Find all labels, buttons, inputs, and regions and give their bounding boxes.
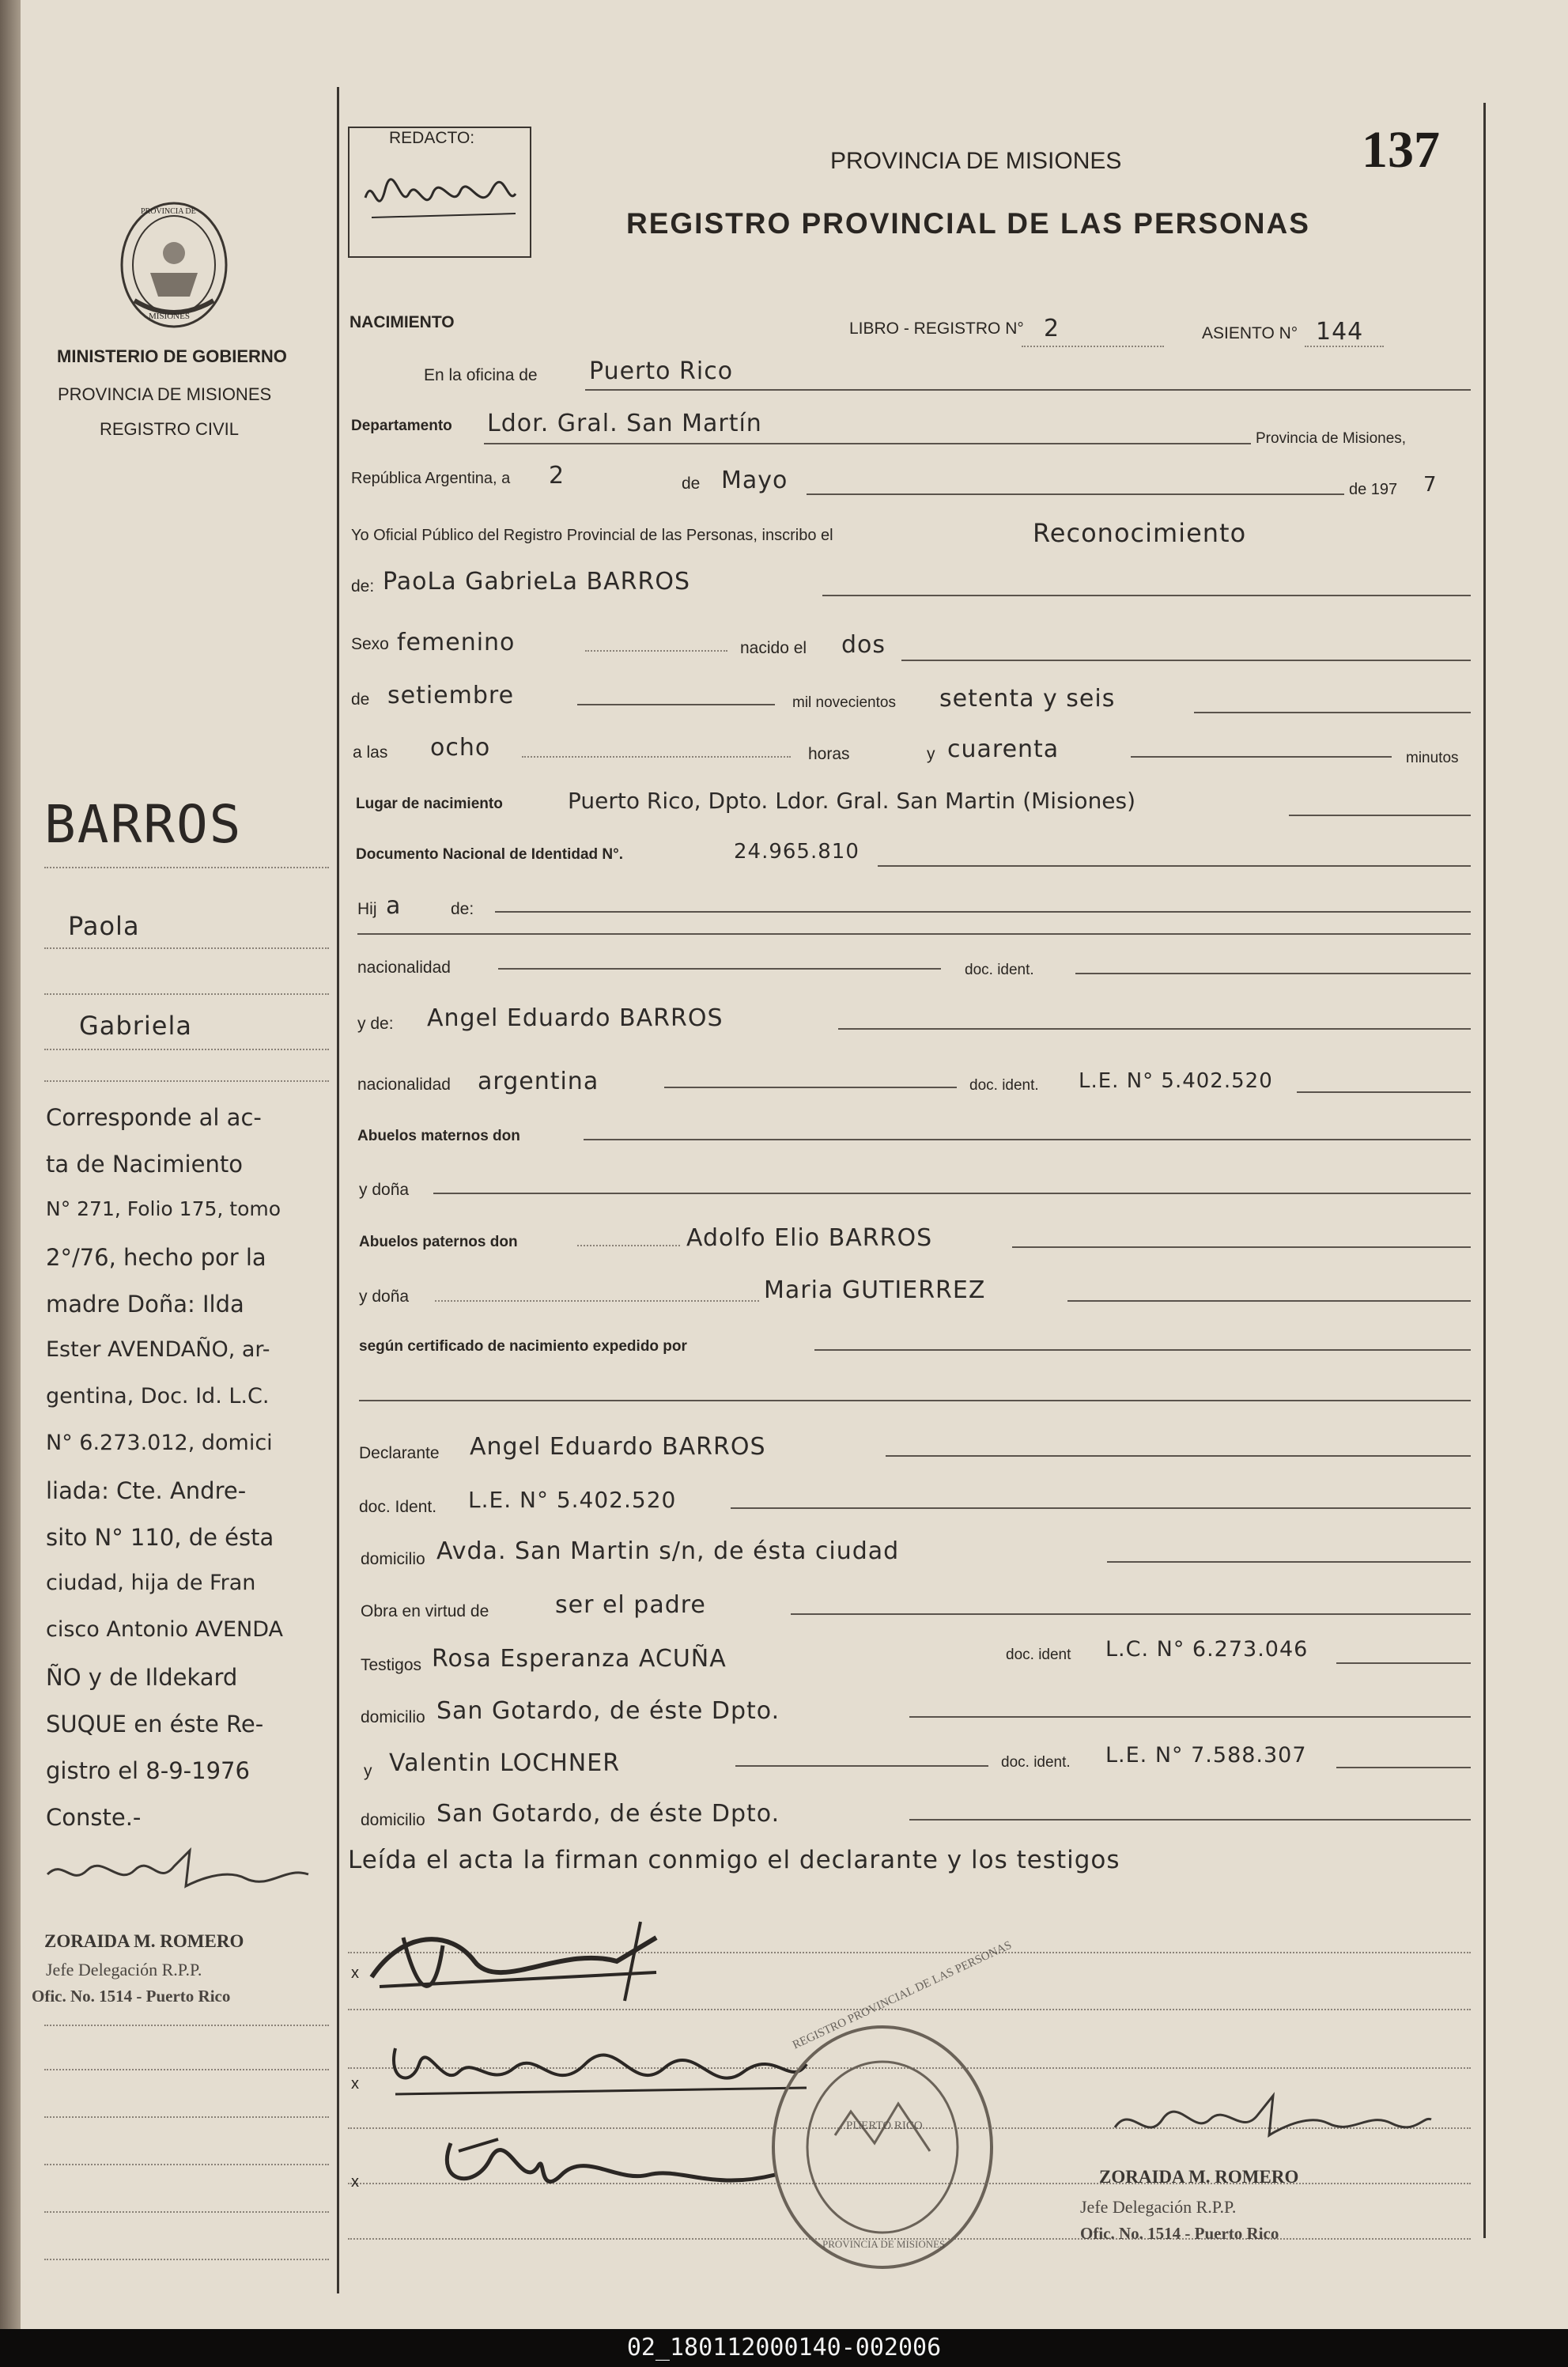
alas-value: ocho [430,734,491,762]
section-label: NACIMIENTO [349,313,455,331]
doc-ident4-value: L.C. N° 6.273.046 [1105,1637,1309,1662]
header-province: PROVINCIA DE MISIONES [830,148,1122,174]
witness1-signature [380,2032,822,2112]
official-signature [1107,2088,1439,2151]
margin-note-line: N° 271, Folio 175, tomo [46,1197,281,1220]
margin-note-line: madre Doña: Ilda [46,1291,244,1318]
margin-note-line: ciudad, hija de Fran [46,1571,256,1595]
oficial-value: Reconocimiento [1033,518,1247,548]
de-mes-value: setiembre [387,682,515,709]
domicilio1-label: domicilio [361,1550,425,1568]
margin-annotation [46,1104,340,1851]
hija-suffix: a [386,892,402,920]
margin-note-line: gentina, Doc. Id. L.C. [46,1384,270,1408]
nacionalidad2-label: nacionalidad [357,1076,451,1094]
provincia-label: Provincia de Misiones, [1256,430,1407,447]
margin-first-name: Paola [68,911,140,941]
de-label: de [682,475,701,493]
domicilio3-value: San Gotardo, de éste Dpto. [436,1800,780,1828]
signature-mark-1: x [351,1964,359,1982]
ministry-title: MINISTERIO DE GOBIERNO [57,346,287,366]
ministry-province: PROVINCIA DE MISIONES [58,384,272,404]
asiento-value: 144 [1316,318,1364,346]
seal-bottom-text: PROVINCIA DE MISIONES [822,2238,946,2250]
margin-note-line: N° 6.273.012, domici [46,1431,273,1455]
margin-surname: BARROS [44,794,243,855]
image-id-footer: 02_180112000140-002006 [0,2329,1568,2367]
mil-value: setenta y seis [939,685,1116,713]
nacionalidad2-value: argentina [478,1068,599,1095]
hija-label: Hij [357,900,377,918]
asiento-label: ASIENTO N° [1202,324,1298,342]
sexo-value: femenino [397,629,516,656]
abuelos-paternos-label: Abuelos paternos don [359,1234,518,1250]
declarant-signature [356,1914,672,2009]
registrant-name: PaoLa GabrieLa BARROS [383,568,690,596]
testigos-label: Testigos [361,1656,422,1674]
de-mes-label: de [351,690,370,709]
oficial-label: Yo Oficial Público del Registro Provincial de las Personas, inscribo el [351,527,833,544]
doc-ident3-label: doc. Ident. [359,1498,437,1516]
libro-value: 2 [1044,315,1060,342]
seal-outer-text: REGISTRO PROVINCIAL DE LAS PERSONAS [791,1938,1014,2052]
obra-label: Obra en virtud de [361,1602,489,1620]
nacido-label: nacido el [740,639,807,657]
obra-value: ser el padre [555,1591,706,1619]
oficina-label: En la oficina de [424,366,538,384]
margin-signature [40,1843,324,1898]
anio-label: de 197 [1349,481,1398,498]
yde-label: y de: [357,1015,394,1033]
redacto-label: REDACTO: [389,129,475,147]
margin-note-line: gistro el 8-9-1976 [46,1757,250,1784]
margin-note-line: ÑO y de Ildekard [46,1664,238,1691]
margin-note-line: Ester AVENDAÑO, ar- [46,1337,270,1362]
abuelos-maternos-label: Abuelos maternos don [357,1128,520,1144]
right-border [1483,103,1486,2238]
y2-label: y [364,1762,372,1780]
domicilio2-value: San Gotardo, de éste Dpto. [436,1697,780,1725]
leida-text: Leída el acta la firman conmigo el declarante y los testigos [348,1846,1120,1874]
ministry-office: REGISTRO CIVIL [100,419,240,439]
official-stamp-role: Jefe Delegación R.P.P. [1080,2197,1237,2217]
margin-second-name: Gabriela [79,1011,192,1041]
sexo-label: Sexo [351,635,389,653]
book-spine [0,0,21,2329]
doc-ident2-label: doc. ident. [969,1077,1039,1094]
y-label: y [927,745,935,763]
doc-ident5-label: doc. ident. [1001,1754,1071,1771]
doc-ident3-value: L.E. N° 5.402.520 [468,1487,677,1513]
lugar-value: Puerto Rico, Dpto. Ldor. Gral. San Martin (Misiones) [568,788,1136,814]
domicilio2-label: domicilio [361,1708,425,1726]
y2-value: Valentin LOCHNER [389,1749,621,1777]
ydona2-label: y doña [359,1287,410,1306]
minutos-label: minutos [1406,750,1459,766]
margin-stamp-office: Ofic. No. 1514 - Puerto Rico [32,1987,231,2006]
declarante-label: Declarante [359,1444,440,1462]
doc-ident5-value: L.E. N° 7.588.307 [1105,1743,1307,1768]
margin-note-line: liada: Cte. Andre- [46,1477,247,1504]
margin-note-line: cisco Antonio AVENDA [46,1617,284,1642]
declarante-value: Angel Eduardo BARROS [470,1433,766,1461]
segun-label: según certificado de nacimiento expedido por [359,1338,687,1355]
ydona1-label: y doña [359,1181,410,1199]
seal-inner-text: PUERTO RICO [846,2119,923,2132]
oficina-value: Puerto Rico [589,357,734,385]
departamento-value: Ldor. Gral. San Martín [487,410,762,437]
margin-note-line: ta de Nacimiento [46,1151,243,1178]
margin-note-line: 2°/76, hecho por la [46,1244,266,1271]
page-number: 137 [1362,121,1440,179]
doc-ident4-label: doc. ident [1006,1647,1071,1663]
nacido-value: dos [841,631,886,659]
doc-ident1-label: doc. ident. [965,962,1034,978]
nacionalidad1-label: nacionalidad [357,959,451,977]
republica-label: República Argentina, a [351,470,511,487]
witness2-signature [427,2119,791,2206]
official-stamp-office: Ofic. No. 1514 - Puerto Rico [1080,2224,1279,2243]
libro-label: LIBRO - REGISTRO N° [849,320,1024,338]
margin-stamp-name: ZORAIDA M. ROMERO [44,1931,244,1951]
margin-note-line: Corresponde al ac- [46,1104,262,1131]
doc-ident2-value: L.E. N° 5.402.520 [1079,1069,1273,1093]
header-title: REGISTRO PROVINCIAL DE LAS PERSONAS [626,207,1310,240]
margin-note-line: Conste.- [46,1804,142,1831]
minutos-value: cuarenta [947,735,1060,763]
departamento-label: Departamento [351,418,452,434]
redacto-signature [357,166,523,229]
lugar-label: Lugar de nacimiento [356,796,503,812]
abuelos-paternos-value: Adolfo Elio BARROS [686,1224,933,1252]
signature-mark-3: x [351,2173,359,2191]
signature-mark-2: x [351,2075,359,2093]
official-stamp-name: ZORAIDA M. ROMERO [1099,2167,1299,2187]
mes-value: Mayo [721,467,788,494]
testigos-value: Rosa Esperanza ACUÑA [432,1645,727,1673]
anio-value: 7 [1423,473,1438,497]
de-nombre-label: de: [351,577,375,596]
dia-value: 2 [549,462,565,490]
mil-label: mil novecientos [792,694,896,711]
documento-label: Documento Nacional de Identidad N°. [356,846,624,863]
emblem-bottom-text: MISIONES [149,312,190,321]
margin-stamp-role: Jefe Delegación R.P.P. [46,1960,202,1979]
emblem-top-text: PROVINCIA DE [141,207,196,216]
horas-label: horas [808,745,850,763]
hija-de-label: de: [451,900,474,918]
yde-value: Angel Eduardo BARROS [427,1004,724,1032]
documento-value: 24.965.810 [734,840,860,864]
margin-note-line: SUQUE en éste Re- [46,1711,264,1737]
alas-label: a las [353,743,388,762]
ydona2-value: Maria GUTIERREZ [764,1276,986,1304]
margin-note-line: sito N° 110, de ésta [46,1524,274,1551]
domicilio1-value: Avda. San Martin s/n, de ésta ciudad [436,1537,900,1565]
domicilio3-label: domicilio [361,1811,425,1829]
